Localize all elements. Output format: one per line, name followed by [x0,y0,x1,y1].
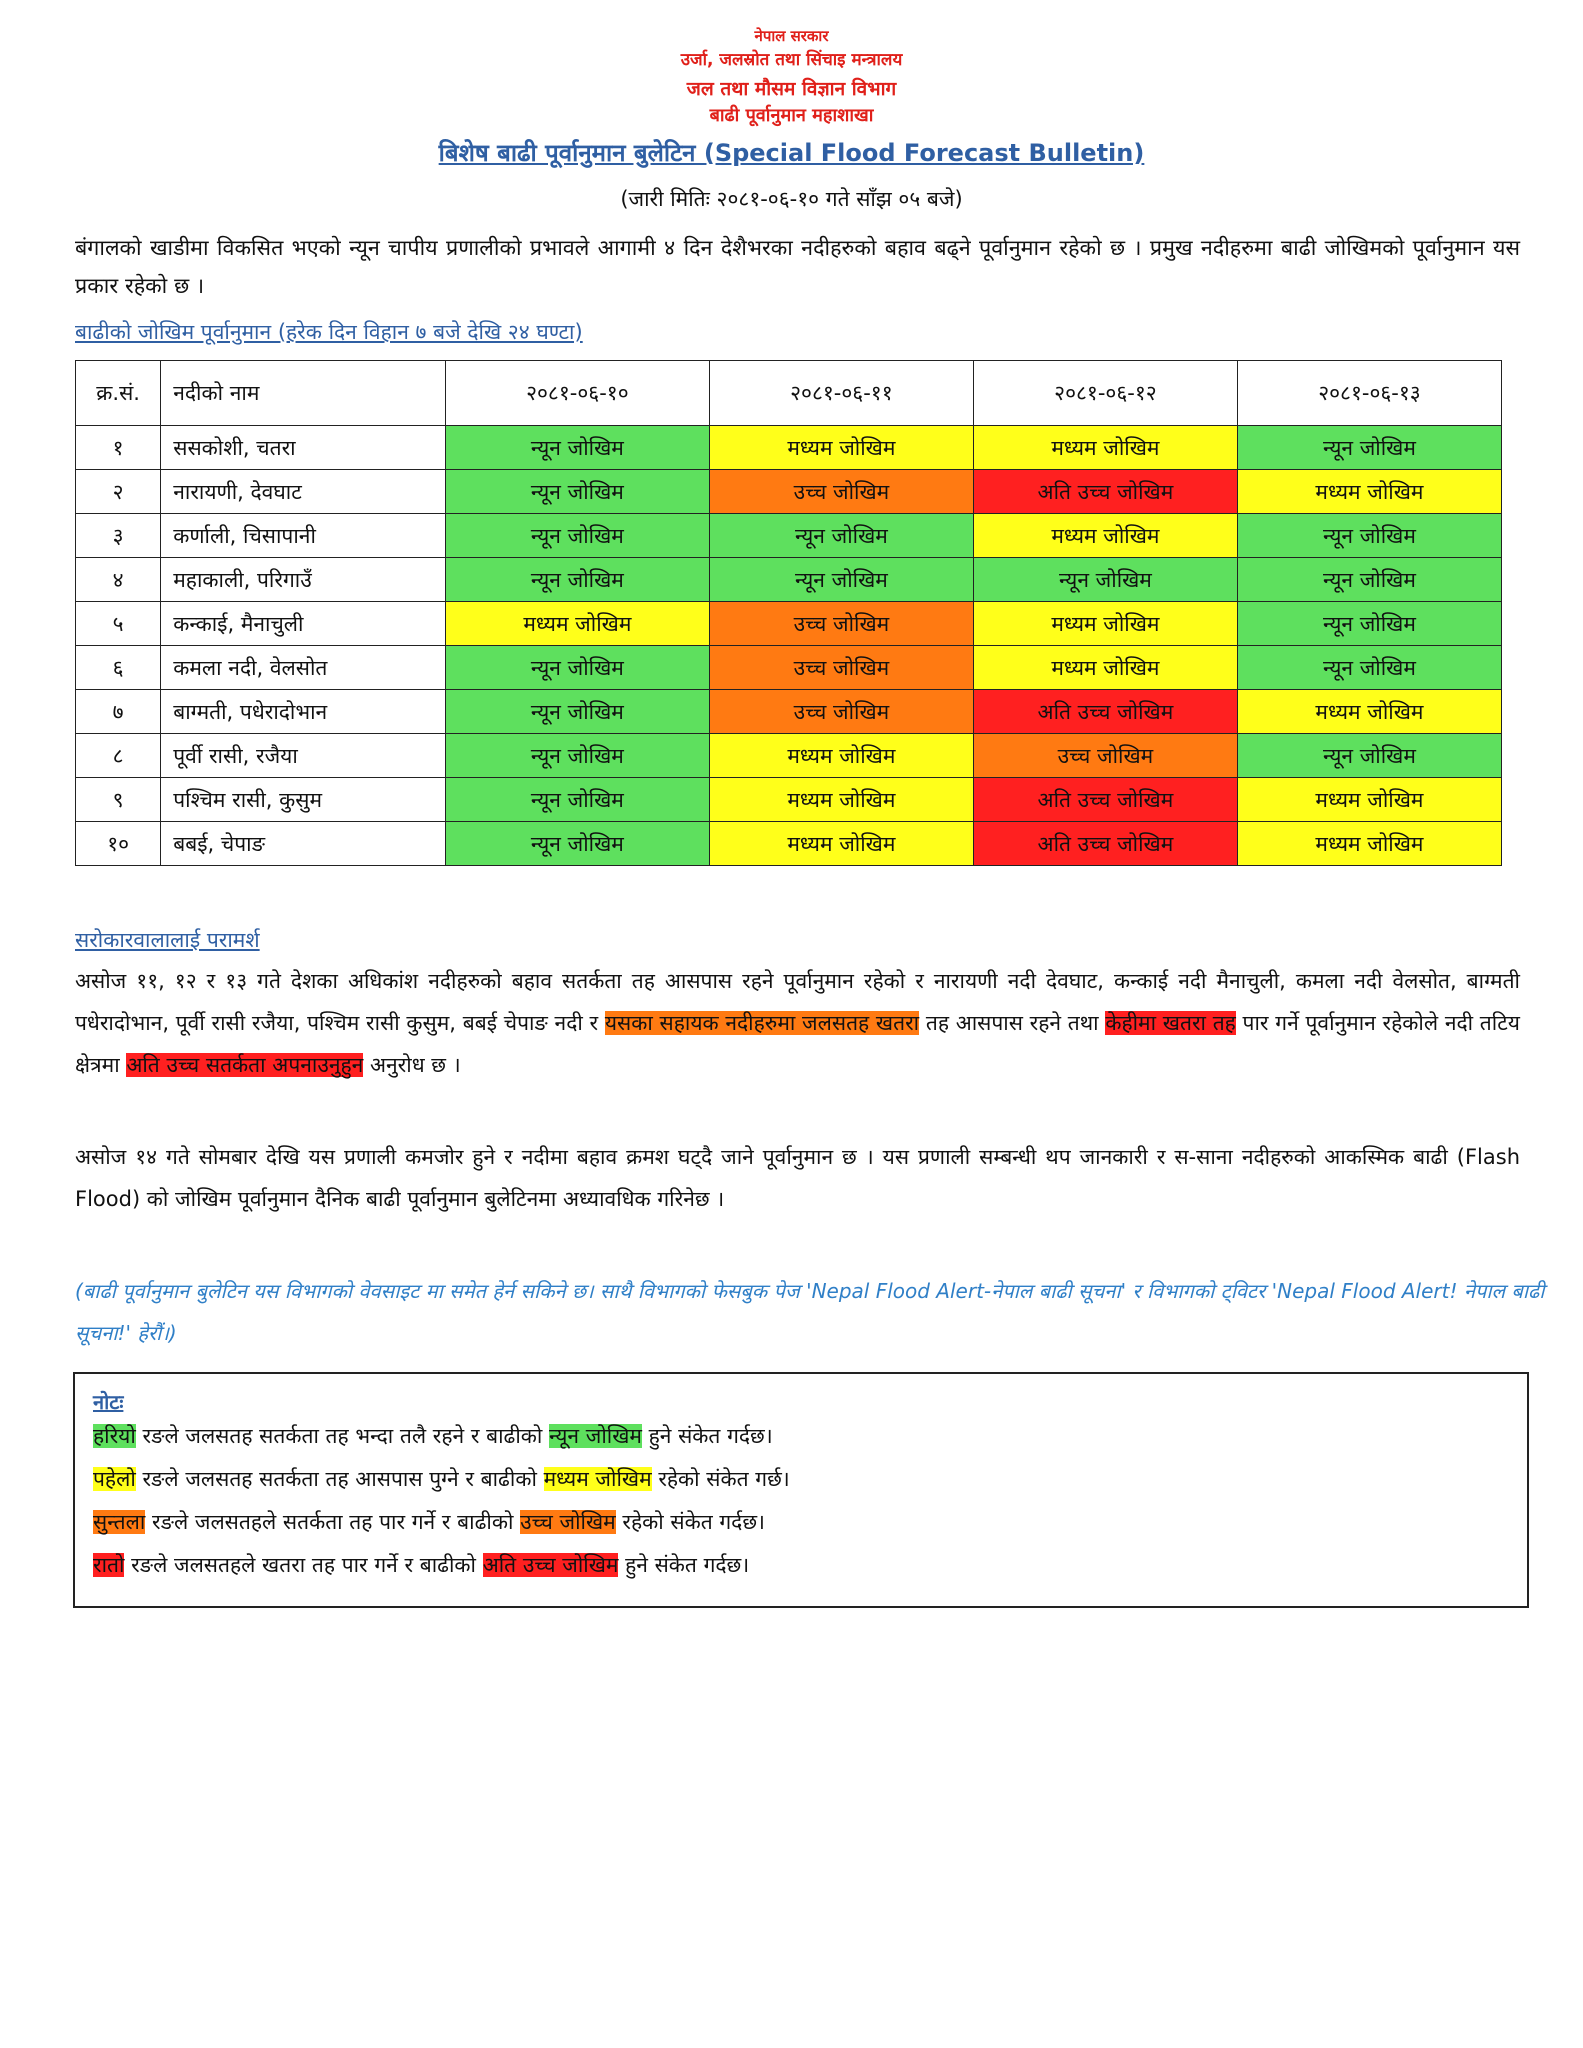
bulletin-title: बिशेष बाढी पूर्वानुमान बुलेटिन (Special Flood Forecast Bulletin) [438,139,1145,167]
note-color-word: हरियो [93,1424,136,1448]
river-name-cell: पश्चिम रासी, कुसुम [161,778,446,822]
note-title: नोटः [93,1390,124,1414]
risk-cell: मध्यम जोखिम [973,514,1237,558]
risk-cell: न्यून जोखिम [709,558,973,602]
note-text: रहेको संकेत गर्दछ। [615,1510,765,1534]
header-division: बाढी पूर्वानुमान महाशाखा [709,105,874,126]
risk-cell: मध्यम जोखिम [973,426,1237,470]
river-name-cell: पूर्वी रासी, रजैया [161,734,446,778]
risk-cell: उच्च जोखिम [709,646,973,690]
risk-cell: मध्यम जोखिम [1237,822,1501,866]
risk-cell: न्यून जोखिम [1237,602,1501,646]
river-name-cell: कर्णाली, चिसापानी [161,514,446,558]
risk-cell: उच्च जोखिम [973,734,1237,778]
highlight-danger-level: यसका सहायक नदीहरुमा जलसतह खतरा [604,1011,920,1035]
note-color-word: पहेलो [93,1467,136,1491]
note-text: रङले जलसतह सतर्कता तह भन्दा तलै रहने र बाढीको [135,1424,550,1448]
note-text: रङले जलसतहले सतर्कता तह पार गर्ने र बाढीको [145,1510,521,1534]
advice-paragraph-1: असोज ११, १२ र १३ गते देशका अधिकांश नदीहरुको बहाव सतर्कता तह आसपास रहने पूर्वानुमान रहेको र नारायणी नदी देवघाट, कन्काई नदी मैनाचुली, कमला नदी वेलसोत, बाग्मती पधेरादोभान, पूर्वी रासी रजैया, पश्चिम रासी कुसुम, बबई चेपाङ नदी र यसका सहायक नदीहरुमा जलसतह खतरा तह आसपास रहने तथा केहीमा खतरा तह पार गर्ने पूर्वानुमान रहेकोले नदी तटिय क्षेत्रमा अति उच्च सतर्कता अपनाउनुहुन अनुरोध छ । [75,969,1520,1077]
river-name-cell: ससकोशी, चतरा [161,426,446,470]
risk-cell: न्यून जोखिम [1237,514,1501,558]
risk-cell: अति उच्च जोखिम [973,822,1237,866]
risk-cell: न्यून जोखिम [973,558,1237,602]
river-name-cell: बाग्मती, पधेरादोभान [161,690,446,734]
risk-cell: अति उच्च जोखिम [973,778,1237,822]
issue-date: (जारी मितिः २०८१-०६-१० गते साँझ ०५ बजे) [620,187,963,211]
risk-cell: न्यून जोखिम [1237,426,1501,470]
risk-cell: मध्यम जोखिम [709,734,973,778]
flood-risk-table [75,360,1502,866]
serial-cell: ३ [76,514,161,558]
note-color-word: रातो [93,1553,125,1577]
risk-cell: न्यून जोखिम [445,822,709,866]
risk-cell: मध्यम जोखिम [709,778,973,822]
table-body [76,426,1502,866]
risk-cell: न्यून जोखिम [445,646,709,690]
table-row [76,690,1502,734]
note-line [93,1458,1509,1501]
river-name-cell: नारायणी, देवघाट [161,470,446,514]
risk-cell: मध्यम जोखिम [973,646,1237,690]
header-department: जल तथा मौसम विज्ञान विभाग [686,78,897,100]
table-row [76,558,1502,602]
color-legend-note [73,1372,1529,1608]
serial-cell: ९ [76,778,161,822]
note-risk-label: न्यून जोखिम [549,1424,642,1448]
note-risk-label: उच्च जोखिम [520,1510,616,1534]
header-day-2: २०८१-०६-११ [709,361,973,426]
table-row [76,514,1502,558]
issuer-header [0,26,1583,129]
header-government: नेपाल सरकार [754,27,829,45]
river-name-cell: बबई, चेपाङ [161,822,446,866]
serial-cell: ८ [76,734,161,778]
risk-cell: मध्यम जोखिम [445,602,709,646]
intro-paragraph: बंगालको खाडीमा विकसित भएको न्यून चापीय प्रणालीको प्रभावले आगामी ४ दिन देशैभरका नदीहरुको बहाव बढ्ने पूर्वानुमान रहेको छ । प्रमुख नदीहरुमा बाढी जोखिमको पूर्वानुमान यस प्रकार रहेको छ । [75,236,1520,299]
header-river-name: नदीको नाम [161,361,446,426]
serial-cell: १ [76,426,161,470]
table-row [76,822,1502,866]
note-text: हुने संकेत गर्दछ। [618,1553,750,1577]
risk-cell: मध्यम जोखिम [709,426,973,470]
table-row [76,734,1502,778]
header-day-3: २०८१-०६-१२ [973,361,1237,426]
header-serial: क्र.सं. [76,361,161,426]
note-lines [93,1415,1509,1587]
note-text: रहेको संकेत गर्छ। [651,1467,790,1491]
serial-cell: ५ [76,602,161,646]
serial-cell: ७ [76,690,161,734]
river-name-cell: महाकाली, परिगाउँ [161,558,446,602]
risk-cell: अति उच्च जोखिम [973,470,1237,514]
risk-cell: उच्च जोखिम [709,470,973,514]
serial-cell: ४ [76,558,161,602]
note-risk-label: अति उच्च जोखिम [482,1553,619,1577]
risk-cell: न्यून जोखिम [445,514,709,558]
note-risk-label: मध्यम जोखिम [543,1467,652,1491]
note-line [93,1544,1509,1587]
risk-cell: न्यून जोखिम [1237,558,1501,602]
serial-cell: २ [76,470,161,514]
advice-heading: सरोकारवालालाई परामर्श [75,928,260,952]
risk-cell: न्यून जोखिम [445,558,709,602]
risk-cell: न्यून जोखिम [445,734,709,778]
table-row [76,778,1502,822]
risk-cell: न्यून जोखिम [445,778,709,822]
serial-cell: १० [76,822,161,866]
risk-forecast-heading: बाढीको जोखिम पूर्वानुमान (हरेक दिन विहान ७ बजे देखि २४ घण्टा) [75,320,583,344]
risk-cell: न्यून जोखिम [709,514,973,558]
header-day-1: २०८१-०६-१० [445,361,709,426]
risk-cell: अति उच्च जोखिम [973,690,1237,734]
risk-cell: न्यून जोखिम [1237,646,1501,690]
serial-cell: ६ [76,646,161,690]
risk-cell: मध्यम जोखिम [1237,470,1501,514]
risk-cell: मध्यम जोखिम [1237,778,1501,822]
note-color-word: सुन्तला [93,1510,146,1534]
note-text: रङले जलसतह सतर्कता तह आसपास पुग्ने र बाढीको [135,1467,544,1491]
risk-cell: मध्यम जोखिम [1237,690,1501,734]
river-name-cell: कमला नदी, वेलसोत [161,646,446,690]
note-line [93,1501,1509,1544]
highlight-above-danger: केहीमा खतरा तह [1105,1011,1236,1035]
advice-paragraph-2: असोज १४ गते सोमबार देखि यस प्रणाली कमजोर हुने र नदीमा बहाव क्रमश घट्दै जाने पूर्वानुमान छ । यस प्रणाली सम्बन्धी थप जानकारी र स-साना नदीहरुको आकस्मिक बाढी (Flash Flood) को जोखिम पूर्वानुमान दैनिक बाढी पूर्वानुमान बुलेटिनमा अध्यावधिक गरिनेछ । [75,1145,1520,1211]
header-day-4: २०८१-०६-१३ [1237,361,1501,426]
table-row [76,646,1502,690]
table-row [76,470,1502,514]
risk-cell: न्यून जोखिम [1237,734,1501,778]
highlight-high-alert: अति उच्च सतर्कता अपनाउनुहुन [126,1053,364,1077]
website-note: (बाढी पूर्वानुमान बुलेटिन यस विभागको वेवसाइट मा समेत हेर्न सकिने छ। साथै विभागको फेसबुक पेज 'Nepal Flood Alert-नेपाल बाढी सूचना' र विभागको ट्विटर 'Nepal Flood Alert! नेपाल बाढी सूचना!' हेरौं।) [75,1279,1545,1345]
risk-cell: न्यून जोखिम [445,470,709,514]
river-name-cell: कन्काई, मैनाचुली [161,602,446,646]
risk-cell: मध्यम जोखिम [973,602,1237,646]
risk-cell: मध्यम जोखिम [709,822,973,866]
table-header-row [76,361,1502,426]
note-text: हुने संकेत गर्दछ। [641,1424,773,1448]
risk-cell: उच्च जोखिम [709,602,973,646]
table-row [76,602,1502,646]
note-line [93,1415,1509,1458]
note-text: रङले जलसतहले खतरा तह पार गर्ने र बाढीको [124,1553,483,1577]
risk-cell: न्यून जोखिम [445,690,709,734]
header-ministry: उर्जा, जलस्रोत तथा सिंचाइ मन्त्रालय [680,50,903,70]
risk-cell: न्यून जोखिम [445,426,709,470]
table-row [76,426,1502,470]
risk-cell: उच्च जोखिम [709,690,973,734]
